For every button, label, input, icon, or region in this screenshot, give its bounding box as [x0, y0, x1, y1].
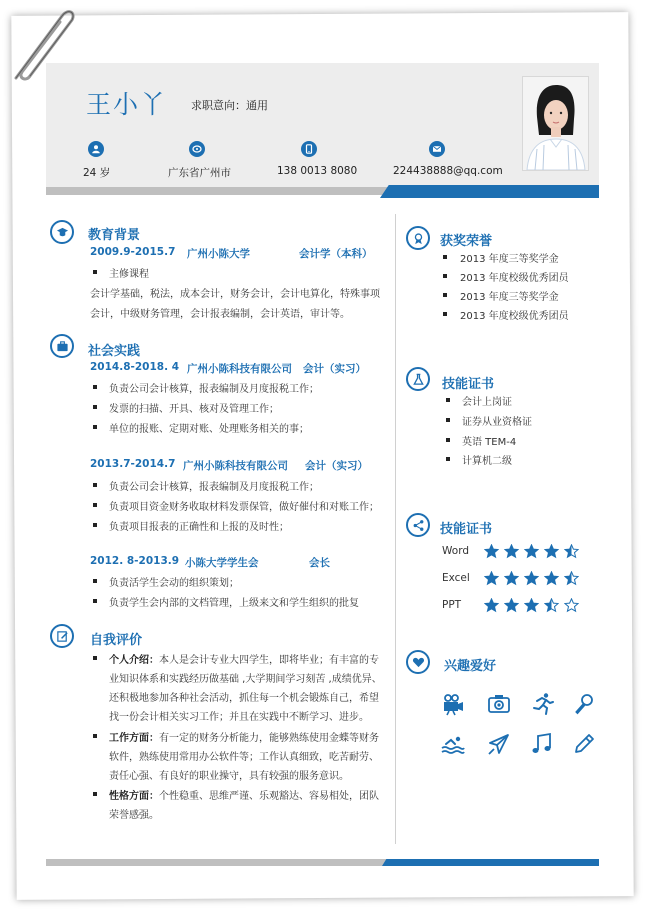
bullet: [93, 385, 97, 389]
rating-star: [504, 544, 519, 559]
course-line: 会计，中级财务管理，会计报表编制，会计英语，审计等。: [90, 309, 350, 320]
award-item: 2013 年度三等奖学金: [460, 254, 559, 265]
bullet: [93, 579, 97, 583]
graduation-cap-icon: [50, 220, 74, 244]
email-icon: [429, 141, 445, 157]
course-line: 会计学基础，税法，成本会计，财务会计，会计电算化，特殊事项: [90, 289, 380, 300]
bullet: [443, 255, 447, 259]
rating-star: [564, 598, 579, 613]
eval-line: 业知识体系和实践经历做基础 ,大学期间学习刻苦 ,成绩优异、: [109, 674, 382, 685]
running-icon: [531, 692, 555, 716]
self-eval-title: 自我评价: [90, 633, 143, 648]
practice-title: 社会实践: [88, 344, 141, 359]
eval-line: 软件，熟练使用常用办公软件等；工作认真细致，吃苦耐劳、: [109, 752, 379, 763]
eval-text: 本人是会计专业大四学生，即将毕业；有丰富的专: [159, 655, 379, 666]
bullet: [93, 483, 97, 487]
eval-line: [109, 651, 379, 666]
share-icon: [406, 513, 430, 537]
job-role: 会长: [309, 557, 330, 569]
header-gray-bar: [46, 187, 396, 195]
footer-gray-bar: [46, 859, 396, 866]
rating-star: [484, 571, 499, 586]
music-icon: [530, 732, 554, 756]
candidate-name: 王小丫: [86, 90, 168, 119]
certificate-item: 英语 TEM-4: [462, 437, 517, 448]
job-period: 2012. 8-2013.9: [90, 555, 180, 567]
eval-label: 工作方面：: [109, 733, 159, 744]
rating-star: [524, 598, 539, 613]
bullet: [446, 438, 450, 442]
eval-line: 责任心强、有良好的职业操守，具有较强的服务意识。: [109, 771, 349, 782]
bullet: [93, 523, 97, 527]
bullet: [443, 293, 447, 297]
awards-title: 获奖荣誉: [440, 234, 493, 249]
job-duty: 负责公司会计核算，报表编制及月度报税工作；: [109, 482, 319, 493]
education-period: 2009.9-2015.7: [90, 246, 176, 258]
job-org: 广州小陈科技有限公司: [183, 460, 288, 472]
bullet: [93, 792, 97, 796]
job-org: 广州小陈科技有限公司: [187, 363, 292, 375]
skills-title: 技能证书: [440, 522, 493, 537]
eval-line: [109, 787, 379, 802]
course-heading: 主修课程: [109, 269, 149, 280]
award-item: 2013 年度三等奖学金: [460, 292, 559, 303]
rating-star: [564, 571, 579, 586]
job-duty: 单位的报账、定期对账、处理账务相关的事；: [109, 424, 309, 435]
education-title: 教育背景: [88, 228, 141, 243]
film-camera-icon: [441, 692, 465, 716]
education-school: 广州小陈大学: [187, 248, 250, 260]
skill-label: Excel: [442, 572, 470, 584]
bullet: [446, 398, 450, 402]
flask-icon: [406, 367, 430, 391]
job-org: 小陈大学学生会: [185, 557, 259, 569]
camera-icon: [487, 692, 511, 716]
eval-text: 个性稳重、思维严谨、乐观豁达、容易相处，团队: [159, 791, 379, 802]
bullet: [443, 274, 447, 278]
swimming-icon: [441, 732, 465, 756]
header: [46, 63, 599, 187]
bullet: [93, 656, 97, 660]
bullet: [446, 457, 450, 461]
email-text: 224438888@qq.com: [393, 165, 503, 177]
column-divider: [395, 214, 396, 844]
pencil-icon: [572, 732, 596, 756]
eval-line: 找一份会计相关实习工作；并且在实践中不断学习、进步。: [109, 712, 369, 723]
job-period: 2013.7-2014.7: [90, 458, 176, 470]
microphone-icon: [572, 692, 596, 716]
certificate-item: 计算机二级: [462, 456, 512, 467]
heart-icon: [406, 650, 430, 674]
job-duty: 负责项目资金财务收取材料发票保管，做好催付和对账工作；: [109, 502, 379, 513]
job-role: 会计（实习）: [305, 460, 368, 472]
airplane-icon: [487, 732, 511, 756]
bullet: [443, 312, 447, 316]
rating-star: [524, 571, 539, 586]
profile-photo: [522, 76, 589, 171]
job-duty: 负责学生会内部的文档管理，上级来文和学生组织的批复: [109, 598, 359, 609]
job-period: 2014.8-2018. 4: [90, 361, 180, 373]
eval-line: 还积极地参加各种社会活动，抓住每一个机会锻炼自己，希望: [109, 693, 379, 704]
rating-star: [544, 598, 559, 613]
rating-star: [484, 544, 499, 559]
phone-icon: [301, 141, 317, 157]
edit-icon: [50, 624, 74, 648]
footer-blue-bar: [382, 859, 599, 866]
rating-star: [504, 571, 519, 586]
job-role: 会计（实习）: [303, 363, 366, 375]
bullet: [93, 599, 97, 603]
rating-star: [564, 544, 579, 559]
job-duty: 负责活学生会动的组织策划；: [109, 578, 239, 589]
medal-icon: [406, 226, 430, 250]
bullet: [93, 734, 97, 738]
eval-label: 性格方面：: [109, 791, 159, 802]
eval-line: [109, 729, 379, 744]
award-item: 2013 年度校级优秀团员: [460, 273, 569, 284]
eval-line: 荣誉感强。: [109, 810, 159, 821]
header-blue-bar: [380, 185, 599, 198]
bullet: [93, 503, 97, 507]
rating-star: [484, 598, 499, 613]
rating-star: [524, 544, 539, 559]
rating-star: [544, 544, 559, 559]
bullet: [446, 418, 450, 422]
job-duty: 负责项目报表的正确性和上报的及时性；: [109, 522, 289, 533]
rating-star: [504, 598, 519, 613]
bullet: [93, 270, 97, 274]
education-major: 会计学（本科）: [299, 248, 373, 260]
certificates-title: 技能证书: [442, 377, 495, 392]
eval-text: 有一定的财务分析能力，能够熟练使用金蝶等财务: [159, 733, 379, 744]
briefcase-icon: [50, 334, 74, 358]
hobbies-title: 兴趣爱好: [444, 659, 497, 674]
phone-text: 138 0013 8080: [277, 165, 358, 177]
skill-label: PPT: [442, 599, 462, 611]
rating-star: [544, 571, 559, 586]
age-text: 24 岁: [83, 167, 111, 179]
eval-label: 个人介绍：: [109, 655, 159, 666]
award-item: 2013 年度校级优秀团员: [460, 311, 569, 322]
certificate-item: 证券从业资格证: [462, 417, 532, 428]
job-intent: 求职意向：通用: [191, 99, 268, 112]
bullet: [93, 405, 97, 409]
skill-label: Word: [442, 545, 469, 557]
person-icon: [88, 141, 104, 157]
bullet: [93, 425, 97, 429]
job-duty: 发票的扫描、开具、核对及管理工作；: [109, 404, 279, 415]
certificate-item: 会计上岗证: [462, 397, 512, 408]
location-icon: [189, 141, 205, 157]
job-duty: 负责公司会计核算，报表编制及月度报税工作；: [109, 384, 319, 395]
location-text: 广东省广州市: [168, 167, 231, 179]
